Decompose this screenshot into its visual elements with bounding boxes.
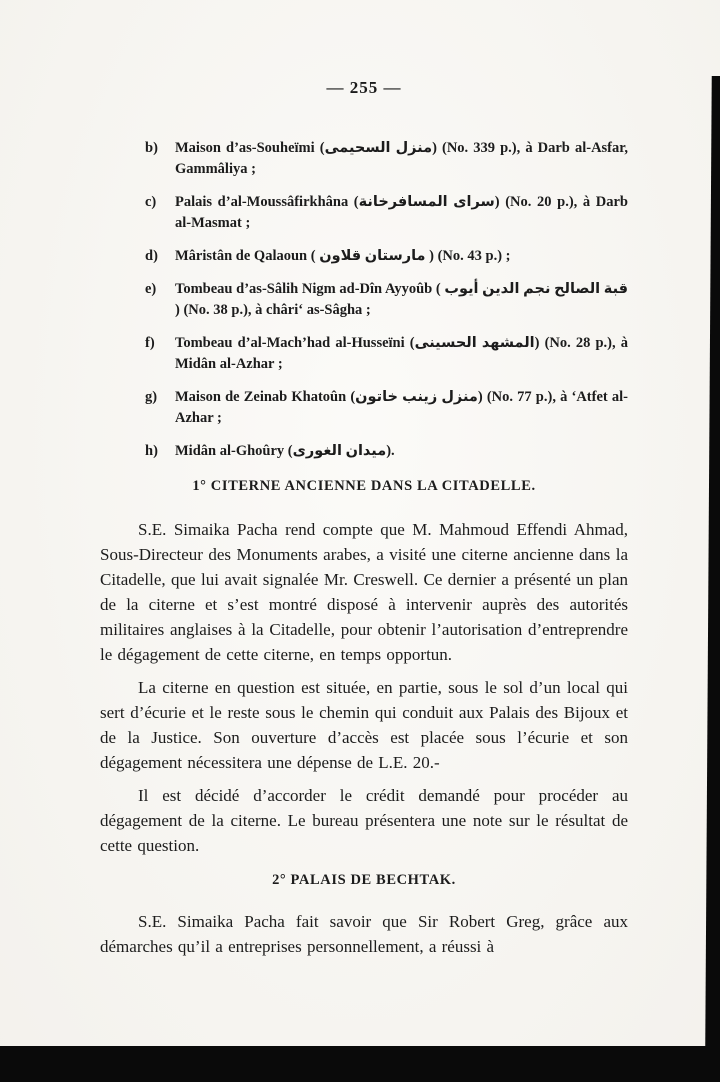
list-item-label: h) bbox=[145, 443, 158, 459]
list-item-text: Palais d’al-Moussâfirkhâna (سراى المسافرخانة) (No. 20 p.), à Darb al-Masmat ; bbox=[175, 194, 628, 231]
list-item bbox=[145, 246, 628, 267]
list-item-label: c) bbox=[145, 194, 157, 210]
list-item-label: d) bbox=[145, 248, 158, 264]
list-item-text: Midân al-Ghoûry (ميدان الغورى). bbox=[175, 443, 395, 459]
list-item bbox=[145, 138, 628, 180]
section-palais-bechtak bbox=[100, 872, 628, 959]
list-item-label: g) bbox=[145, 389, 158, 405]
paragraph: La citerne en question est située, en partie, sous le sol d’un local qui sert d’écurie et le reste sous le chemin qui conduit aux Palais des Bijoux et de la Justice. Son ouverture d’accès est placée sous l’écurie et son dégagement nécessitera une dépense de L.E. 20.- bbox=[100, 678, 628, 772]
list-item bbox=[145, 333, 628, 375]
page-number: — 255 — bbox=[326, 78, 402, 97]
paragraph: Il est décidé d’accorder le crédit demandé pour procéder au dégagement de la citerne. Le bureau présentera une note sur le résultat de cette question. bbox=[100, 786, 628, 855]
list-item-label: f) bbox=[145, 335, 155, 351]
list-item-text: Mâristân de Qalaoun ( مارستان قلاون ) (No. 43 p.) ; bbox=[175, 248, 511, 264]
list-item bbox=[145, 441, 628, 462]
list-item bbox=[145, 192, 628, 234]
section-heading: 1° CITERNE ANCIENNE DANS LA CITADELLE. bbox=[192, 478, 536, 494]
list-item-text: Maison d’as-Souheïmi (منزل السحيمى) (No. 339 p.), à Darb al-Asfar, Gammâliya ; bbox=[175, 140, 628, 177]
section-heading: 2° PALAIS DE BECHTAK. bbox=[272, 872, 456, 888]
list-item-text: Maison de Zeinab Khatoûn (منزل زينب خاتون) (No. 77 p.), à ‘Atfet al-Azhar ; bbox=[175, 389, 628, 426]
list-item-text: Tombeau d’al-Mach’had al-Husseïni (المشهد الحسينى) (No. 28 p.), à Midân al-Azhar ; bbox=[175, 335, 628, 372]
paragraph: S.E. Simaika Pacha rend compte que M. Mahmoud Effendi Ahmad, Sous-Directeur des Monuments arabes, a visité une citerne ancienne dans la Citadelle, que lui avait signalée Mr. Creswell. Ce dernier a présenté un plan de la citerne et s’est montré disposé à intervenir auprès des autorités militaires anglaises à la Citadelle, pour obtenir l’autorisation d’entreprendre le dégagement de cette citerne, en temps opportun. bbox=[100, 520, 628, 664]
monument-list bbox=[145, 138, 628, 462]
scan-artifact-bottom-edge bbox=[0, 1046, 720, 1082]
paragraph: S.E. Simaika Pacha fait savoir que Sir Robert Greg, grâce aux démarches qu’il a entreprises personnellement, a réussi à bbox=[100, 912, 628, 956]
list-item-label: e) bbox=[145, 281, 157, 297]
list-item-label: b) bbox=[145, 140, 158, 156]
section-citerne bbox=[100, 478, 628, 858]
list-item bbox=[145, 279, 628, 321]
list-item bbox=[145, 387, 628, 429]
list-item-text: Tombeau d’as-Sâlih Nigm ad-Dîn Ayyoûb ( قبة الصالح نجم الدين أيوب ) (No. 38 p.), à châri‘ as-Sâgha ; bbox=[175, 281, 628, 318]
